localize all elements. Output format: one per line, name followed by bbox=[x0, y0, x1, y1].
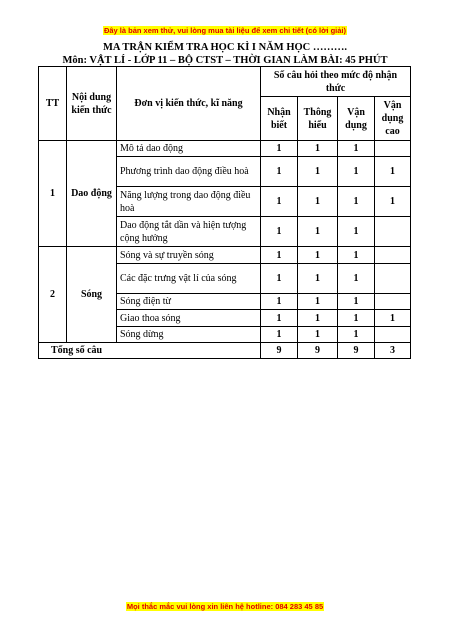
value-cell: 1 bbox=[298, 264, 338, 294]
value-cell: 1 bbox=[338, 294, 375, 310]
value-cell: 1 bbox=[375, 187, 411, 217]
value-cell: 1 bbox=[261, 264, 298, 294]
preview-banner-text: Đây là bản xem thử, vui lòng mua tài liệu để xem chi tiết (có lời giải) bbox=[103, 26, 347, 35]
value-cell bbox=[375, 264, 411, 294]
value-cell: 1 bbox=[338, 264, 375, 294]
group-name: Dao động bbox=[67, 141, 117, 247]
value-cell bbox=[375, 294, 411, 310]
unit-cell: Sóng và sự truyền sóng bbox=[117, 247, 261, 264]
value-cell bbox=[375, 141, 411, 157]
value-cell: 1 bbox=[261, 247, 298, 264]
unit-cell: Các đặc trưng vật lí của sóng bbox=[117, 264, 261, 294]
value-cell: 1 bbox=[298, 157, 338, 187]
header-level-4: Vận dụng cao bbox=[375, 97, 411, 141]
group-number: 1 bbox=[39, 141, 67, 247]
unit-cell: Mô tả dao động bbox=[117, 141, 261, 157]
exam-matrix-table bbox=[38, 66, 411, 359]
value-cell: 1 bbox=[298, 141, 338, 157]
value-cell: 1 bbox=[261, 217, 298, 247]
value-cell: 1 bbox=[261, 157, 298, 187]
value-cell: 1 bbox=[338, 157, 375, 187]
unit-cell: Dao động tắt dần và hiện tượng cộng hưởng bbox=[117, 217, 261, 247]
value-cell: 1 bbox=[375, 157, 411, 187]
total-row bbox=[39, 343, 411, 359]
value-cell: 1 bbox=[261, 141, 298, 157]
header-levels-group: Số câu hỏi theo mức độ nhận thức bbox=[261, 67, 411, 97]
unit-cell: Phương trình dao động điều hoà bbox=[117, 157, 261, 187]
preview-banner bbox=[0, 26, 450, 35]
hotline-banner-text: Mọi thắc mắc vui lòng xin liên hệ hotline: 084 283 45 85 bbox=[126, 602, 324, 611]
value-cell: 1 bbox=[261, 310, 298, 327]
value-cell: 1 bbox=[261, 327, 298, 343]
value-cell: 1 bbox=[338, 141, 375, 157]
unit-cell: Năng lượng trong dao động điều hoà bbox=[117, 187, 261, 217]
header-unit: Đơn vị kiến thức, kĩ năng bbox=[117, 67, 261, 141]
value-cell: 1 bbox=[298, 217, 338, 247]
value-cell: 1 bbox=[375, 310, 411, 327]
value-cell: 1 bbox=[338, 310, 375, 327]
value-cell bbox=[375, 327, 411, 343]
group-number: 2 bbox=[39, 247, 67, 343]
value-cell: 1 bbox=[338, 217, 375, 247]
total-value: 3 bbox=[375, 343, 411, 359]
total-value: 9 bbox=[298, 343, 338, 359]
value-cell: 1 bbox=[261, 294, 298, 310]
header-level-3: Vận dụng bbox=[338, 97, 375, 141]
value-cell: 1 bbox=[298, 294, 338, 310]
group-name: Sóng bbox=[67, 247, 117, 343]
value-cell: 1 bbox=[338, 247, 375, 264]
value-cell bbox=[375, 247, 411, 264]
total-label: Tổng số câu bbox=[39, 343, 261, 359]
hotline-banner bbox=[0, 602, 450, 611]
unit-cell: Sóng dừng bbox=[117, 327, 261, 343]
unit-cell: Sóng điện từ bbox=[117, 294, 261, 310]
unit-cell: Giao thoa sóng bbox=[117, 310, 261, 327]
value-cell: 1 bbox=[298, 310, 338, 327]
value-cell: 1 bbox=[298, 247, 338, 264]
value-cell bbox=[375, 217, 411, 247]
value-cell: 1 bbox=[338, 327, 375, 343]
header-content: Nội dung kiến thức bbox=[67, 67, 117, 141]
document-subtitle: Môn: VẬT LÍ - LỚP 11 – BỘ CTST – THỜI GIAN LÀM BÀI: 45 PHÚT bbox=[62, 55, 388, 66]
total-value: 9 bbox=[261, 343, 298, 359]
value-cell: 1 bbox=[298, 327, 338, 343]
header-level-2: Thông hiểu bbox=[298, 97, 338, 141]
header-tt: TT bbox=[39, 67, 67, 141]
table-row bbox=[39, 141, 411, 157]
table-row bbox=[39, 247, 411, 264]
document-title: MA TRẬN KIỂM TRA HỌC KÌ I NĂM HỌC ………. bbox=[102, 42, 348, 53]
value-cell: 1 bbox=[298, 187, 338, 217]
total-value: 9 bbox=[338, 343, 375, 359]
header-level-1: Nhận biết bbox=[261, 97, 298, 141]
value-cell: 1 bbox=[338, 187, 375, 217]
value-cell: 1 bbox=[261, 187, 298, 217]
